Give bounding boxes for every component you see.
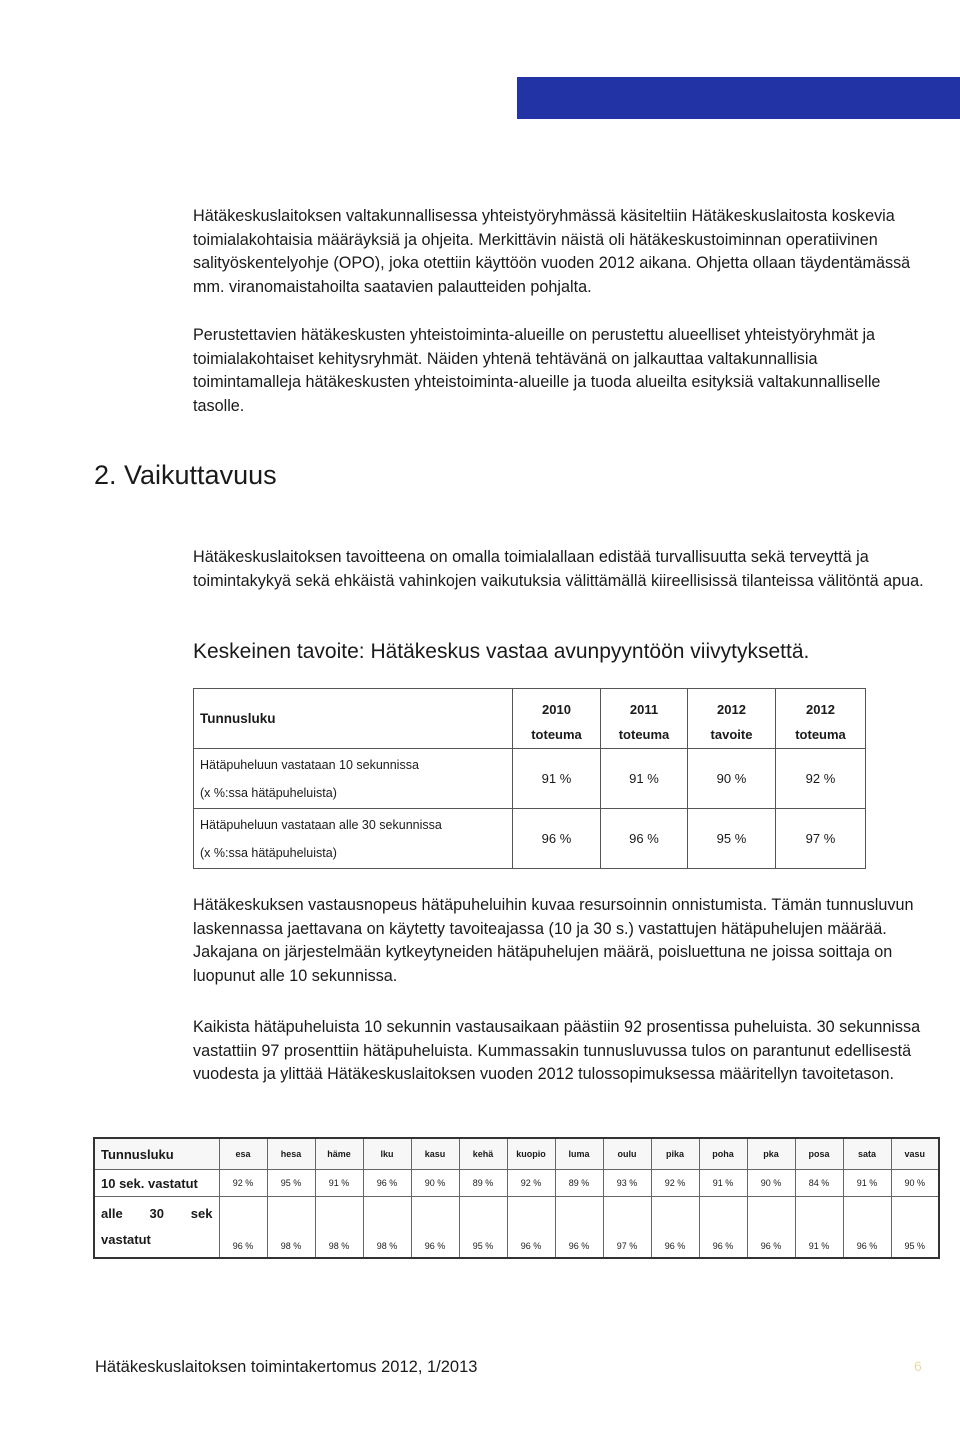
region-cell: 91 % <box>843 1170 891 1197</box>
region-cell: 89 % <box>459 1170 507 1197</box>
kpi-header-row <box>194 689 866 749</box>
region-name: häme <box>315 1138 363 1170</box>
region-cell: 84 % <box>795 1170 843 1197</box>
region-name: posa <box>795 1138 843 1170</box>
region-name: oulu <box>603 1138 651 1170</box>
intro-paragraph-2: Perustettavien hätäkeskusten yhteistoiminta-alueille on perustettu alueelliset yhteistyöryhmät ja toimialakohtaiset kehitysryhmät. Näiden yhtenä tehtävänä on jalkauttaa valtakunnallisia toimintamalleja hätäkeskusten yhteistoiminta-alueille ja tuoda alueilta esityksiä valtakunnalliselle tasolle. <box>193 326 881 415</box>
kpi-cell: 96 % <box>601 809 688 869</box>
kpi-row-label: Hätäpuheluun vastataan 10 sekunnissa (x %:ssa hätäpuheluista) <box>194 749 513 809</box>
page-number: 6 <box>914 1358 922 1374</box>
region-cell: 96 % <box>747 1197 795 1259</box>
region-name: pka <box>747 1138 795 1170</box>
region-cell: 90 % <box>411 1170 459 1197</box>
region-cell: 89 % <box>555 1170 603 1197</box>
kpi-col-2011: 2011 toteuma <box>601 689 688 749</box>
region-name: kuopio <box>507 1138 555 1170</box>
region-cell: 90 % <box>891 1170 939 1197</box>
region-cell: 90 % <box>747 1170 795 1197</box>
region-cell: 96 % <box>363 1170 411 1197</box>
section-heading: 2. Vaikuttavuus <box>94 460 277 490</box>
region-cell: 92 % <box>507 1170 555 1197</box>
kpi-header-title: Tunnusluku <box>194 689 513 749</box>
region-table <box>93 1137 940 1259</box>
region-row-10s <box>94 1170 939 1197</box>
analysis-paragraph-2: Kaikista hätäpuheluista 10 sekunnin vastausaikaan päästiin 92 prosentissa puheluista. 30 sekunnissa vastattiin 97 prosenttiin hätäpuheluista. Kummassakin tunnusluvussa tulos on parantunut edellisestä vuodesta ja ylittää Hätäkeskuslaitoksen vuoden 2012 tulossopimuksessa määritellyn tavoitetason. <box>193 1018 921 1084</box>
kpi-col-2012-target: 2012 tavoite <box>688 689 776 749</box>
region-cell: 96 % <box>555 1197 603 1259</box>
region-cell: 92 % <box>219 1170 267 1197</box>
region-row-label: alle 30 sek vastatut <box>94 1197 219 1259</box>
region-cell: 97 % <box>603 1197 651 1259</box>
region-header-label: Tunnusluku <box>94 1138 219 1170</box>
region-cell: 93 % <box>603 1170 651 1197</box>
kpi-cell: 96 % <box>513 809 601 869</box>
region-cell: 96 % <box>699 1197 747 1259</box>
intro-paragraph-1: Hätäkeskuslaitoksen valtakunnallisessa yhteistyöryhmässä käsiteltiin Hätäkeskuslaitosta koskevia toimialakohtaisia määräyksiä ja ohjeita. Merkittävin näistä oli hätäkeskustoiminnan operatiivinen salityöskentelyohje (OPO), joka otettiin käyttöön vuoden 2012 aikana. Ohjetta ollaan täydentämässä mm. viranomaistahoilta saatavien palautteiden pohjalta. <box>193 207 911 296</box>
kpi-row-10s <box>194 749 866 809</box>
kpi-col-2012-actual: 2012 toteuma <box>776 689 866 749</box>
kpi-cell: 90 % <box>688 749 776 809</box>
region-cell: 98 % <box>267 1197 315 1259</box>
kpi-col-2010: 2010 toteuma <box>513 689 601 749</box>
region-cell: 95 % <box>267 1170 315 1197</box>
kpi-row-label: Hätäpuheluun vastataan alle 30 sekunnissa (x %:ssa hätäpuheluista) <box>194 809 513 869</box>
analysis-paragraph-1: Hätäkeskuksen vastausnopeus hätäpuheluihin kuvaa resursoinnin onnistumista. Tämän tunnusluvun laskennassa jaettavana on käytetty tavoiteajassa (10 ja 30 s.) vastattujen hätäpuhelujen määrää. Jakajana on järjestelmään kytkeytyneiden hätäpuhelujen määrä, poisluettuna ne joissa soittaja on luopunut alle 10 sekunnissa. <box>193 896 914 985</box>
kpi-row-30s <box>194 809 866 869</box>
region-name: kehä <box>459 1138 507 1170</box>
region-name: luma <box>555 1138 603 1170</box>
region-name: sata <box>843 1138 891 1170</box>
region-cell: 95 % <box>891 1197 939 1259</box>
region-cell: 96 % <box>507 1197 555 1259</box>
key-goal: Keskeinen tavoite: Hätäkeskus vastaa avunpyyntöön viivytyksettä. <box>193 640 810 663</box>
region-name: kasu <box>411 1138 459 1170</box>
region-name: hesa <box>267 1138 315 1170</box>
region-cell: 96 % <box>651 1197 699 1259</box>
kpi-cell: 97 % <box>776 809 866 869</box>
header-accent-bar <box>517 77 960 119</box>
region-cell: 91 % <box>315 1170 363 1197</box>
footer-title: Hätäkeskuslaitoksen toimintakertomus 2012, 1/2013 <box>95 1358 478 1376</box>
region-name: esa <box>219 1138 267 1170</box>
region-name: vasu <box>891 1138 939 1170</box>
kpi-cell: 91 % <box>513 749 601 809</box>
kpi-table <box>193 688 866 869</box>
kpi-cell: 92 % <box>776 749 866 809</box>
region-cell: 91 % <box>699 1170 747 1197</box>
region-header-row <box>94 1138 939 1170</box>
region-cell: 92 % <box>651 1170 699 1197</box>
kpi-cell: 91 % <box>601 749 688 809</box>
region-name: lku <box>363 1138 411 1170</box>
region-cell: 91 % <box>795 1197 843 1259</box>
region-cell: 96 % <box>219 1197 267 1259</box>
region-row-label: 10 sek. vastatut <box>94 1170 219 1197</box>
section-intro: Hätäkeskuslaitoksen tavoitteena on omalla toimialallaan edistää turvallisuutta sekä terveyttä ja toimintakykyä sekä ehkäistä vahinkojen vaikutuksia välittämällä kiireellisissä tilanteissa välitöntä apua. <box>193 548 924 590</box>
kpi-cell: 95 % <box>688 809 776 869</box>
region-cell: 98 % <box>315 1197 363 1259</box>
region-cell: 96 % <box>843 1197 891 1259</box>
region-name: poha <box>699 1138 747 1170</box>
region-name: pika <box>651 1138 699 1170</box>
region-cell: 98 % <box>363 1197 411 1259</box>
region-cell: 95 % <box>459 1197 507 1259</box>
region-row-30s <box>94 1197 939 1259</box>
region-cell: 96 % <box>411 1197 459 1259</box>
